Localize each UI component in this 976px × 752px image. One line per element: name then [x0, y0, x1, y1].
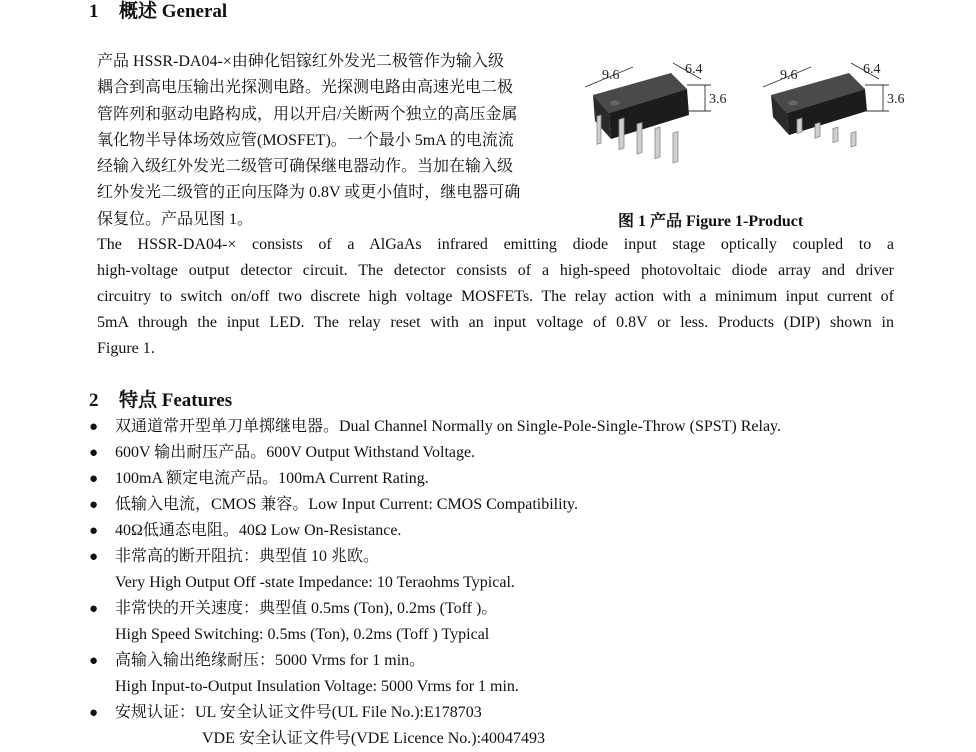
section-1-heading: [89, 0, 227, 24]
general-cn-paragraph: [97, 49, 557, 233]
general-en-paragraph: [97, 232, 894, 362]
bullet-icon: ●: [89, 471, 99, 487]
en-line: The HSSR-DA04-× consists of a AlGaAs infrared emitting diode input stage optically coupled to a: [97, 236, 894, 253]
feature-text: 40Ω低通态电阻。40Ω Low On-Resistance.: [115, 522, 402, 539]
en-line: circuitry to switch on/off two discrete high voltage MOSFETs. The relay action with a minimum input current of: [97, 288, 894, 305]
cn-line: 保复位。产品见图 1。: [97, 210, 254, 228]
product-figure: [575, 55, 955, 195]
bullet-icon: ●: [89, 549, 99, 565]
feature-text: 600V 输出耐压产品。600V Output Withstand Voltage.: [115, 444, 476, 461]
feature-text: 100mA 额定电流产品。100mA Current Rating.: [115, 470, 429, 487]
section-2-heading: [89, 389, 232, 413]
dimension-label: 3.6: [709, 92, 727, 107]
feature-text-en: High Input-to-Output Insulation Voltage: 5000 Vrms for 1 min.: [115, 678, 519, 695]
bullet-icon: ●: [89, 419, 99, 435]
en-line: Figure 1.: [97, 340, 155, 357]
feature-text-vde: VDE 安全认证文件号(VDE Licence No.):40047493: [202, 730, 546, 747]
chip-image-left: [593, 73, 689, 163]
feature-text: 高输入输出绝缘耐压：5000 Vrms for 1 min。: [115, 652, 426, 669]
dimension-label: 6.4: [863, 62, 881, 77]
en-line: high-voltage output detector circuit. The detector consists of a high-speed photovoltaic diode array and driver: [97, 262, 894, 279]
feature-text: 安规认证：UL 安全认证文件号(UL File No.):E178703: [115, 704, 482, 721]
bullet-icon: ●: [89, 523, 99, 539]
list-item: [89, 518, 949, 544]
cn-line: 产品 HSSR-DA04-×由砷化铝镓红外发光二极管作为输入级: [97, 53, 504, 70]
list-item: [89, 544, 949, 596]
bullet-icon: ●: [89, 497, 99, 513]
dimension-label: 9.6: [780, 68, 798, 83]
dimension-label: 9.6: [602, 68, 620, 83]
features-list: [89, 414, 949, 752]
feature-text-en: Very High Output Off -state Impedance: 10 Teraohms Typical.: [115, 574, 515, 591]
list-item: [89, 466, 949, 492]
feature-text: 非常高的断开阻抗：典型值 10 兆欧。: [115, 548, 380, 565]
feature-text: 非常快的开关速度：典型值 0.5ms (Ton), 0.2ms (Toff )。: [115, 600, 498, 617]
section-title: 特点 Features: [119, 390, 233, 411]
bullet-icon: ●: [89, 653, 99, 669]
en-line: 5mA through the input LED. The relay reset with an input voltage of 0.8V or less. Products (DIP) shown in: [97, 314, 894, 331]
chip-image-right: [771, 73, 867, 147]
bullet-icon: ●: [89, 705, 99, 721]
dimension-label: 3.6: [887, 92, 905, 107]
cn-line: 管阵列和驱动电路构成，用以开启/关断两个独立的高压金属: [97, 105, 518, 123]
list-item: [89, 492, 949, 518]
bullet-icon: ●: [89, 445, 99, 461]
figure-caption: 图 1 产品 Figure 1-Product: [618, 213, 804, 230]
list-item: [89, 648, 949, 700]
list-item: [89, 596, 949, 648]
section-number: 2: [89, 390, 99, 411]
section-title: 概述 General: [119, 1, 228, 22]
cn-line: 氧化物半导体场效应管(MOSFET)。一个最小 5mA 的电流流: [97, 131, 514, 149]
list-item: [89, 414, 949, 440]
list-item: [89, 440, 949, 466]
list-item: [89, 700, 949, 752]
feature-text: 低输入电流，CMOS 兼容。Low Input Current: CMOS Compatibility.: [115, 496, 578, 513]
cn-line: 耦合到高电压输出光探测电路。光探测电路由高速光电二极: [97, 79, 514, 97]
feature-text-en: High Speed Switching: 0.5ms (Ton), 0.2ms (Toff ) Typical: [115, 626, 490, 643]
dimension-label: 6.4: [685, 62, 703, 77]
feature-text: 双通道常开型单刀单掷继电器。Dual Channel Normally on Single-Pole-Single-Throw (SPST) Relay.: [115, 418, 782, 435]
section-number: 1: [89, 1, 99, 22]
cn-line: 红外发光二级管的正向压降为 0.8V 或更小值时，继电器可确: [97, 184, 521, 202]
bullet-icon: ●: [89, 601, 99, 617]
cn-line: 经输入级红外发光二级管可确保继电器动作。当加在输入级: [97, 158, 514, 176]
